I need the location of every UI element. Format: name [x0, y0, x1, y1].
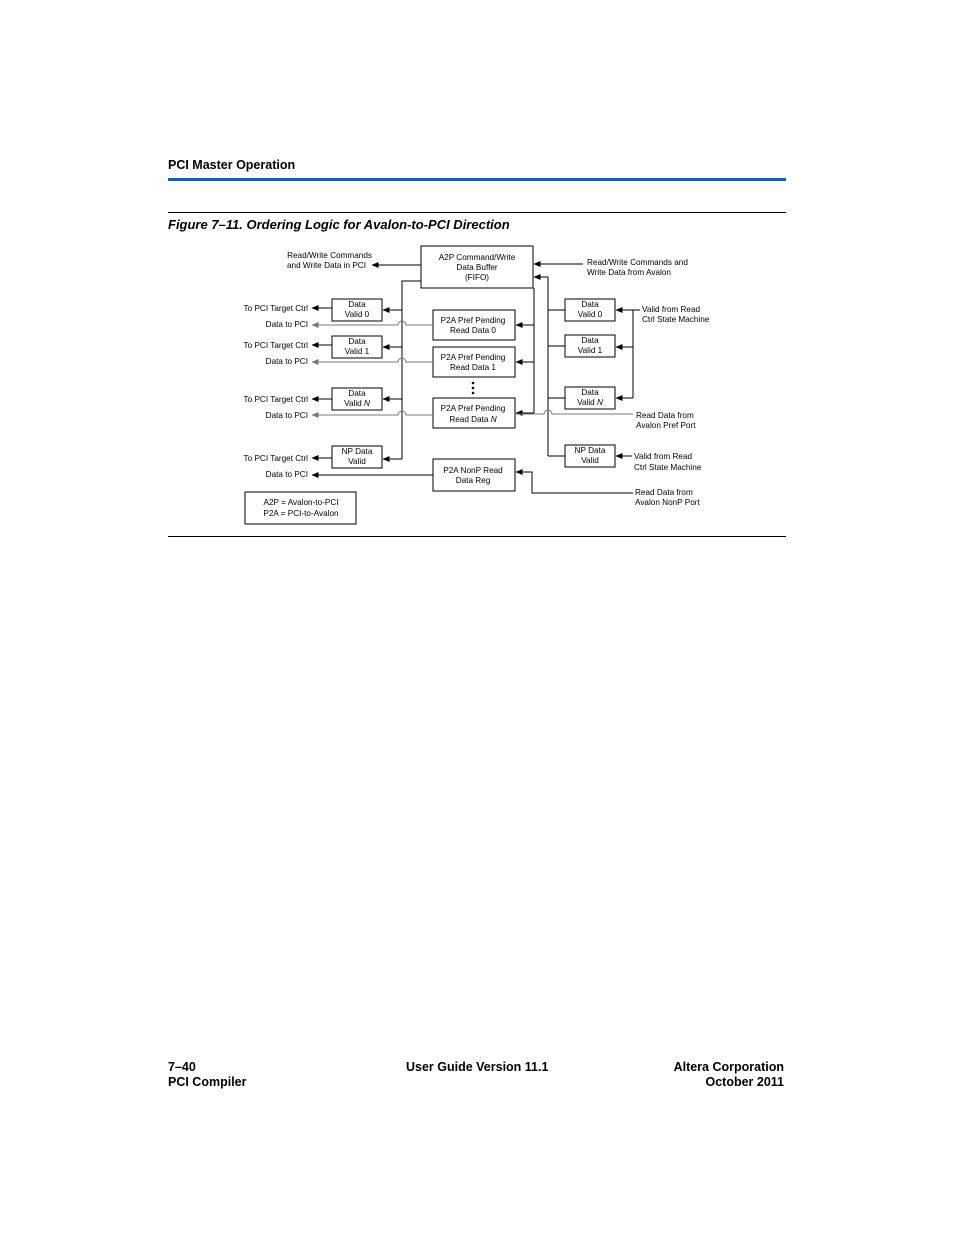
right-data-valid-1 — [565, 335, 615, 357]
label-data-to-pci-np: Data to PCI — [265, 470, 308, 479]
p2a-pref-n-line-1: P2A Pref Pending — [440, 404, 506, 413]
page-number: 7–40 — [168, 1060, 196, 1074]
left-valid-1-line-1: Data — [348, 337, 366, 346]
label-read-pref-line-2: Avalon Pref Port — [636, 421, 696, 430]
p2a-pref-block-1 — [433, 347, 515, 377]
label-target-ctrl-1: To PCI Target Ctrl — [243, 341, 308, 350]
ellipsis-dots — [472, 382, 475, 395]
publication-date: October 2011 — [705, 1075, 784, 1089]
p2a-pref-1-line-1: P2A Pref Pending — [440, 353, 506, 362]
right-valid-1-line-1: Data — [581, 336, 599, 345]
left-data-valid-n — [332, 388, 382, 410]
right-valid-n-line-1: Data — [581, 388, 599, 397]
label-valid-read-2-line-2: Ctrl State Machine — [634, 463, 702, 472]
left-np-line-2: Valid — [348, 457, 366, 466]
legend-box — [245, 492, 356, 524]
left-data-valid-1 — [332, 336, 382, 358]
product-name: PCI Compiler — [168, 1075, 247, 1089]
label-target-ctrl-0: To PCI Target Ctrl — [243, 304, 308, 313]
label-rw-avalon-line-1: Read/Write Commands and — [587, 258, 688, 267]
label-rw-pci-line-1: Read/Write Commands — [287, 251, 372, 260]
figure-title: Figure 7–11. Ordering Logic for Avalon-to-PCI Direction — [168, 217, 510, 232]
right-np-line-2: Valid — [581, 456, 599, 465]
left-valid-0-line-1: Data — [348, 300, 366, 309]
left-np-data-valid — [332, 446, 382, 468]
section-header: PCI Master Operation — [168, 158, 296, 172]
a2p-fifo-block — [421, 246, 533, 288]
label-data-to-pci-0: Data to PCI — [265, 320, 308, 329]
p2a-pref-block-0 — [433, 310, 515, 340]
label-data-to-pci-1: Data to PCI — [265, 357, 308, 366]
left-np-line-1: NP Data — [341, 447, 373, 456]
label-read-nonp-line-2: Avalon NonP Port — [635, 498, 700, 507]
label-rw-pci-line-2: and Write Data in PCI — [286, 261, 366, 270]
label-target-ctrl-np: To PCI Target Ctrl — [243, 454, 308, 463]
p2a-nonp-line-2: Data Reg — [455, 476, 491, 485]
label-rw-avalon-line-2: Write Data from Avalon — [587, 268, 671, 277]
label-data-to-pci-n: Data to PCI — [265, 411, 308, 420]
legend-p2a: P2A = PCI-to-Avalon — [263, 509, 339, 518]
left-valid-1-line-2: Valid 1 — [344, 347, 370, 356]
label-valid-read-1-line-1: Valid from Read — [642, 305, 701, 314]
p2a-pref-1-line-2: Read Data 1 — [450, 363, 496, 372]
left-valid-n-line-1: Data — [348, 389, 366, 398]
label-valid-read-2-line-1: Valid from Read — [634, 452, 693, 461]
p2a-nonp-line-1: P2A NonP Read — [443, 466, 503, 475]
a2p-fifo-line-1: A2P Command/Write — [438, 253, 516, 262]
right-valid-n-line-2: Valid N — [577, 398, 603, 407]
right-valid-1-line-2: Valid 1 — [577, 346, 603, 355]
p2a-pref-0-line-1: P2A Pref Pending — [440, 316, 506, 325]
legend-a2p: A2P = Avalon-to-PCI — [263, 498, 339, 507]
right-np-data-valid — [565, 445, 615, 467]
left-valid-0-line-2: Valid 0 — [344, 310, 370, 319]
p2a-pref-n-line-2: Read Data N — [449, 415, 497, 424]
guide-version: User Guide Version 11.1 — [406, 1060, 549, 1074]
label-read-nonp-line-1: Read Data from — [635, 488, 693, 497]
ordering-logic-diagram — [0, 0, 954, 560]
right-np-line-1: NP Data — [574, 446, 606, 455]
label-valid-read-1-line-2: Ctrl State Machine — [642, 315, 710, 324]
a2p-fifo-line-2: Data Buffer — [456, 263, 498, 272]
label-read-pref-line-1: Read Data from — [636, 411, 694, 420]
p2a-pref-block-n — [433, 398, 515, 428]
right-data-valid-n — [565, 387, 615, 409]
left-valid-n-line-2: Valid N — [344, 399, 370, 408]
a2p-fifo-line-3: (FIFO) — [464, 273, 490, 282]
label-target-ctrl-n: To PCI Target Ctrl — [243, 395, 308, 404]
footer-left — [168, 1060, 247, 1090]
left-data-valid-0 — [332, 299, 382, 321]
company-name: Altera Corporation — [673, 1060, 784, 1074]
footer-right — [674, 1060, 784, 1090]
right-data-valid-0 — [565, 299, 615, 321]
p2a-pref-0-line-2: Read Data 0 — [450, 326, 496, 335]
right-valid-0-line-2: Valid 0 — [577, 310, 603, 319]
right-valid-0-line-1: Data — [581, 300, 599, 309]
p2a-nonp-block — [433, 459, 515, 491]
